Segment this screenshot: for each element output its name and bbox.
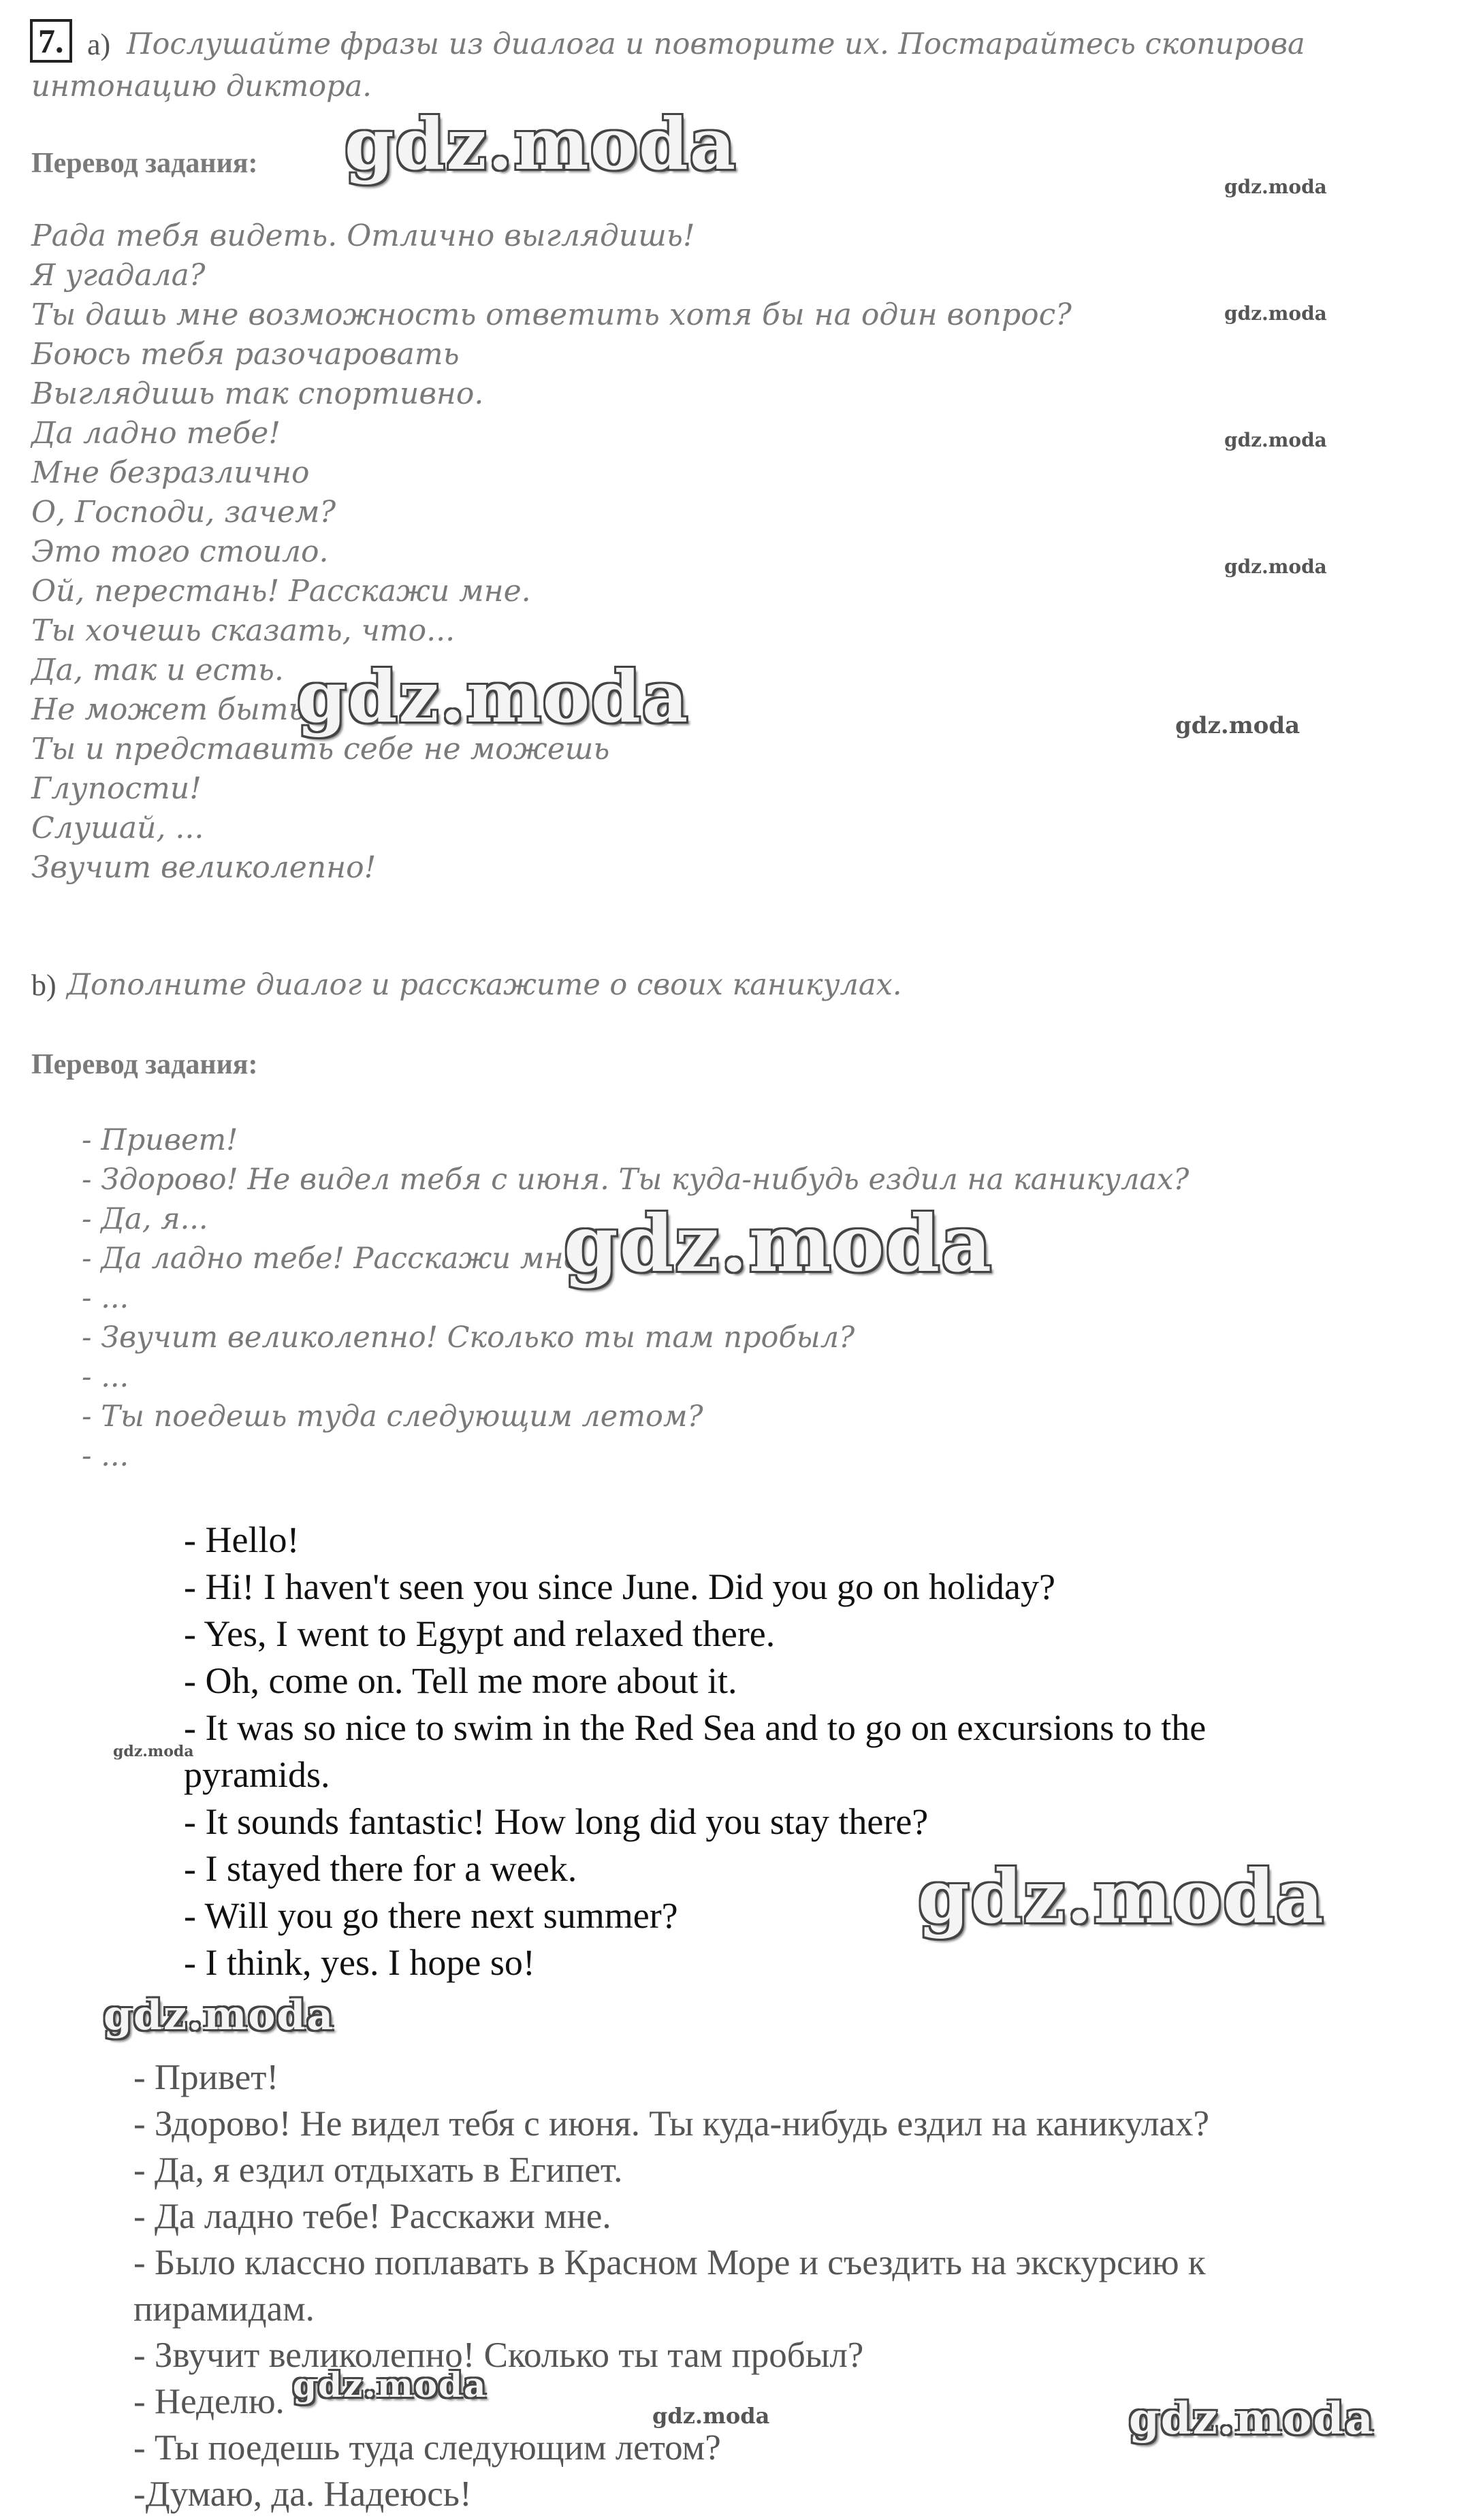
watermark: gdz.moda — [293, 2365, 488, 2405]
answer-line: -Думаю, да. Надеюсь! — [133, 2474, 472, 2514]
dialog-line: - Привет! — [82, 1123, 238, 1157]
part-a-instruction-line2: интонацию диктора. — [31, 69, 372, 103]
answer-line: - It was so nice to swim in the Red Sea and to go on excursions to the — [184, 1707, 1207, 1748]
answer-line: - Да ладно тебе! Расскажи мне. — [133, 2197, 611, 2236]
translation-label-b: Перевод задания: — [31, 1049, 258, 1080]
watermark: gdz.moda — [564, 1198, 993, 1289]
answer-line: - Yes, I went to Egypt and relaxed there. — [184, 1613, 776, 1654]
part-a-letter: a) — [87, 28, 111, 61]
answer-line: - Ты поедешь туда следующим летом? — [133, 2428, 721, 2468]
list-item: Я угадала? — [31, 258, 206, 293]
list-item: Звучит великолепно! — [31, 850, 377, 885]
answer-line: - Здорово! Не видел тебя с июня. Ты куда-нибудь ездил на каникулах? — [133, 2104, 1210, 2144]
answer-line: - It sounds fantastic! How long did you stay there? — [184, 1801, 929, 1842]
watermark: gdz.moda — [652, 2403, 770, 2429]
answer-line: - Было классно поплавать в Красном Море и съездить на экскурсию к — [133, 2243, 1206, 2282]
watermark: gdz.moda — [345, 102, 737, 186]
list-item: Да ладно тебе! — [31, 416, 281, 451]
answer-line: - Да, я ездил отдыхать в Египет. — [133, 2150, 623, 2190]
answer-line: - Hello! — [184, 1519, 300, 1560]
part-b-letter: b) — [31, 969, 57, 1002]
list-item: Боюсь тебя разочаровать — [31, 337, 460, 372]
list-item: Не может быть! — [31, 692, 317, 727]
translation-label-a: Перевод задания: — [31, 148, 258, 179]
watermark: gdz.moda — [1129, 2393, 1375, 2444]
list-item: Ты и представить себе не можешь — [31, 732, 610, 766]
watermark: gdz.moda — [1224, 302, 1327, 325]
task-number: 7. — [30, 19, 72, 63]
watermark: gdz.moda — [1224, 176, 1327, 198]
list-item: Выглядишь так спортивно. — [31, 376, 484, 411]
answer-line: - Неделю. — [133, 2382, 285, 2421]
answer-line: пирамидам. — [133, 2289, 315, 2329]
dialog-line: - Здорово! Не видел тебя с июня. Ты куда-нибудь ездил на каникулах? — [82, 1163, 1190, 1197]
answer-line: - I stayed there for a week. — [184, 1848, 577, 1889]
answer-line: - I think, yes. I hope so! — [184, 1942, 535, 1983]
part-a-instruction-line1: Послушайте фразы из диалога и повторите их. Постарайтесь скопирова — [127, 27, 1305, 61]
watermark: gdz.moda — [1224, 429, 1327, 451]
answer-line: - Will you go there next summer? — [184, 1895, 678, 1936]
dialog-line: - Звучит великолепно! Сколько ты там пробыл? — [82, 1321, 855, 1355]
answer-line: pyramids. — [184, 1754, 330, 1795]
dialog-line: - ... — [82, 1439, 129, 1473]
dialog-line: - Да, я... — [82, 1202, 208, 1236]
watermark: gdz.moda — [918, 1854, 1325, 1940]
part-b-instruction: Дополните диалог и расскажите о своих каникулах. — [67, 968, 902, 1002]
watermark: gdz.moda — [1224, 555, 1327, 578]
list-item: Рада тебя видеть. Отлично выглядишь! — [31, 219, 695, 253]
list-item: О, Господи, зачем? — [31, 495, 336, 530]
dialog-line: - Да ладно тебе! Расскажи мне — [82, 1242, 581, 1276]
part-a-phrase-list — [31, 216, 1072, 888]
watermark: gdz.moda — [1175, 712, 1301, 739]
list-item: Глупости! — [31, 771, 202, 806]
watermark: gdz.moda — [103, 1992, 335, 2039]
watermark: gdz.moda — [297, 655, 690, 739]
watermark: gdz.moda — [113, 1743, 194, 1760]
list-item: Ты хочешь сказать, что... — [31, 613, 456, 648]
dialog-line: - ... — [82, 1281, 129, 1315]
dialog-line: - Ты поедешь туда следующим летом? — [82, 1400, 703, 1434]
answer-line: - Hi! I haven't seen you since June. Did you go on holiday? — [184, 1566, 1055, 1607]
list-item: Да, так и есть. — [31, 653, 284, 688]
answer-line: - Звучит великолепно! Сколько ты там пробыл? — [133, 2336, 864, 2375]
list-item: Мне безразлично — [31, 455, 310, 490]
list-item: Ой, перестань! Расскажи мне. — [31, 574, 531, 609]
list-item: Ты дашь мне возможность ответить хотя бы на один вопрос? — [31, 297, 1072, 332]
dialog-line: - ... — [82, 1360, 129, 1394]
answer-line: - Привет! — [133, 2058, 279, 2097]
answer-line: - Oh, come on. Tell me more about it. — [184, 1660, 737, 1701]
part-b-dialog — [82, 1120, 1189, 1476]
answer-russian — [133, 2054, 1209, 2517]
list-item: Слушай, ... — [31, 811, 204, 845]
list-item: Это того стоило. — [31, 534, 329, 569]
